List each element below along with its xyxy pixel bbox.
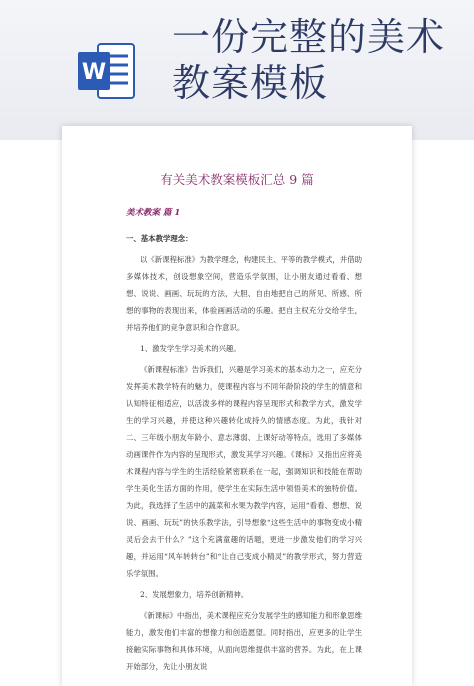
page-headline: 一份完整的美术教案模板 (172, 15, 446, 105)
paragraph-3: 《新课标》中指出，美术课程应充分发展学生的感知能力和形象思维能力，激发他们丰富的想像力和创造愿望。同时指出，应更多的让学生接触实际事物和具体环境，从面向思维提供丰富的营养。为此，在上课开始部分，先让小朋友说 (126, 611, 362, 671)
header-banner (0, 0, 474, 140)
section-heading: 一、基本教学理念： (126, 234, 193, 243)
document-page (62, 126, 412, 686)
word-letter: W (81, 60, 107, 85)
section-tag: 美术教案 篇 1 (126, 208, 181, 218)
subheading-1: 1、激发学生学习美术的兴趣。 (140, 344, 241, 353)
document-title: 有关美术教案模板汇总 9 篇 (160, 172, 314, 187)
paragraph-1: 以《新课程标准》为教学理念，构建民主、平等的教学模式，并借助多媒体技术，创设想象空间，营造乐学氛围，让小朋友通过看看、想想、说说、画画、玩玩的方法，大胆、自由地把自己的所见、所感、所想的事物的表现出来，体验画画活动的乐趣。把自主权充分交给学生，并培养他们的竞争意识和合作意识。 (126, 255, 362, 332)
paragraph-2: 《新课程标准》告诉我们，兴趣是学习美术的基本动力之一，应充分发挥美术教学特有的魅力，使课程内容与不同年龄阶段的学生的情意和认知特征相适应，以活泼多样的课程内容呈现形式和教学方式，激发学生的学习兴趣，并使这种兴趣转化成持久的情感态度。为此，我针对二、三年级小朋友年龄小、意志薄弱、上课好动等特点，选用了多媒体动画课件作为内容的呈现形式，激发其学习兴趣。《课标》又指出应将美术课程内容与学生的生活经验紧密联系在一起，强调知识和技能在帮助学生美化生活方面的作用，使学生在实际生活中领悟美术的独特价值。为此，我选择了生活中的蔬菜和水果为教学内容，运用“看看、想想、说说、画画、玩玩”的快乐教学法，引导想象“这些生活中的事物变成小精灵后会去干什么？”这个充满童趣的话题，更进一步激发他们的学习兴趣，并运用“风车转转台”和“让自己变成小精灵”的教学形式，努力营造乐学氛围。 (126, 365, 362, 578)
document-body (126, 230, 362, 675)
subheading-2: 2、发展想象力，培养创新精神。 (140, 590, 249, 599)
word-document-icon (78, 40, 136, 102)
